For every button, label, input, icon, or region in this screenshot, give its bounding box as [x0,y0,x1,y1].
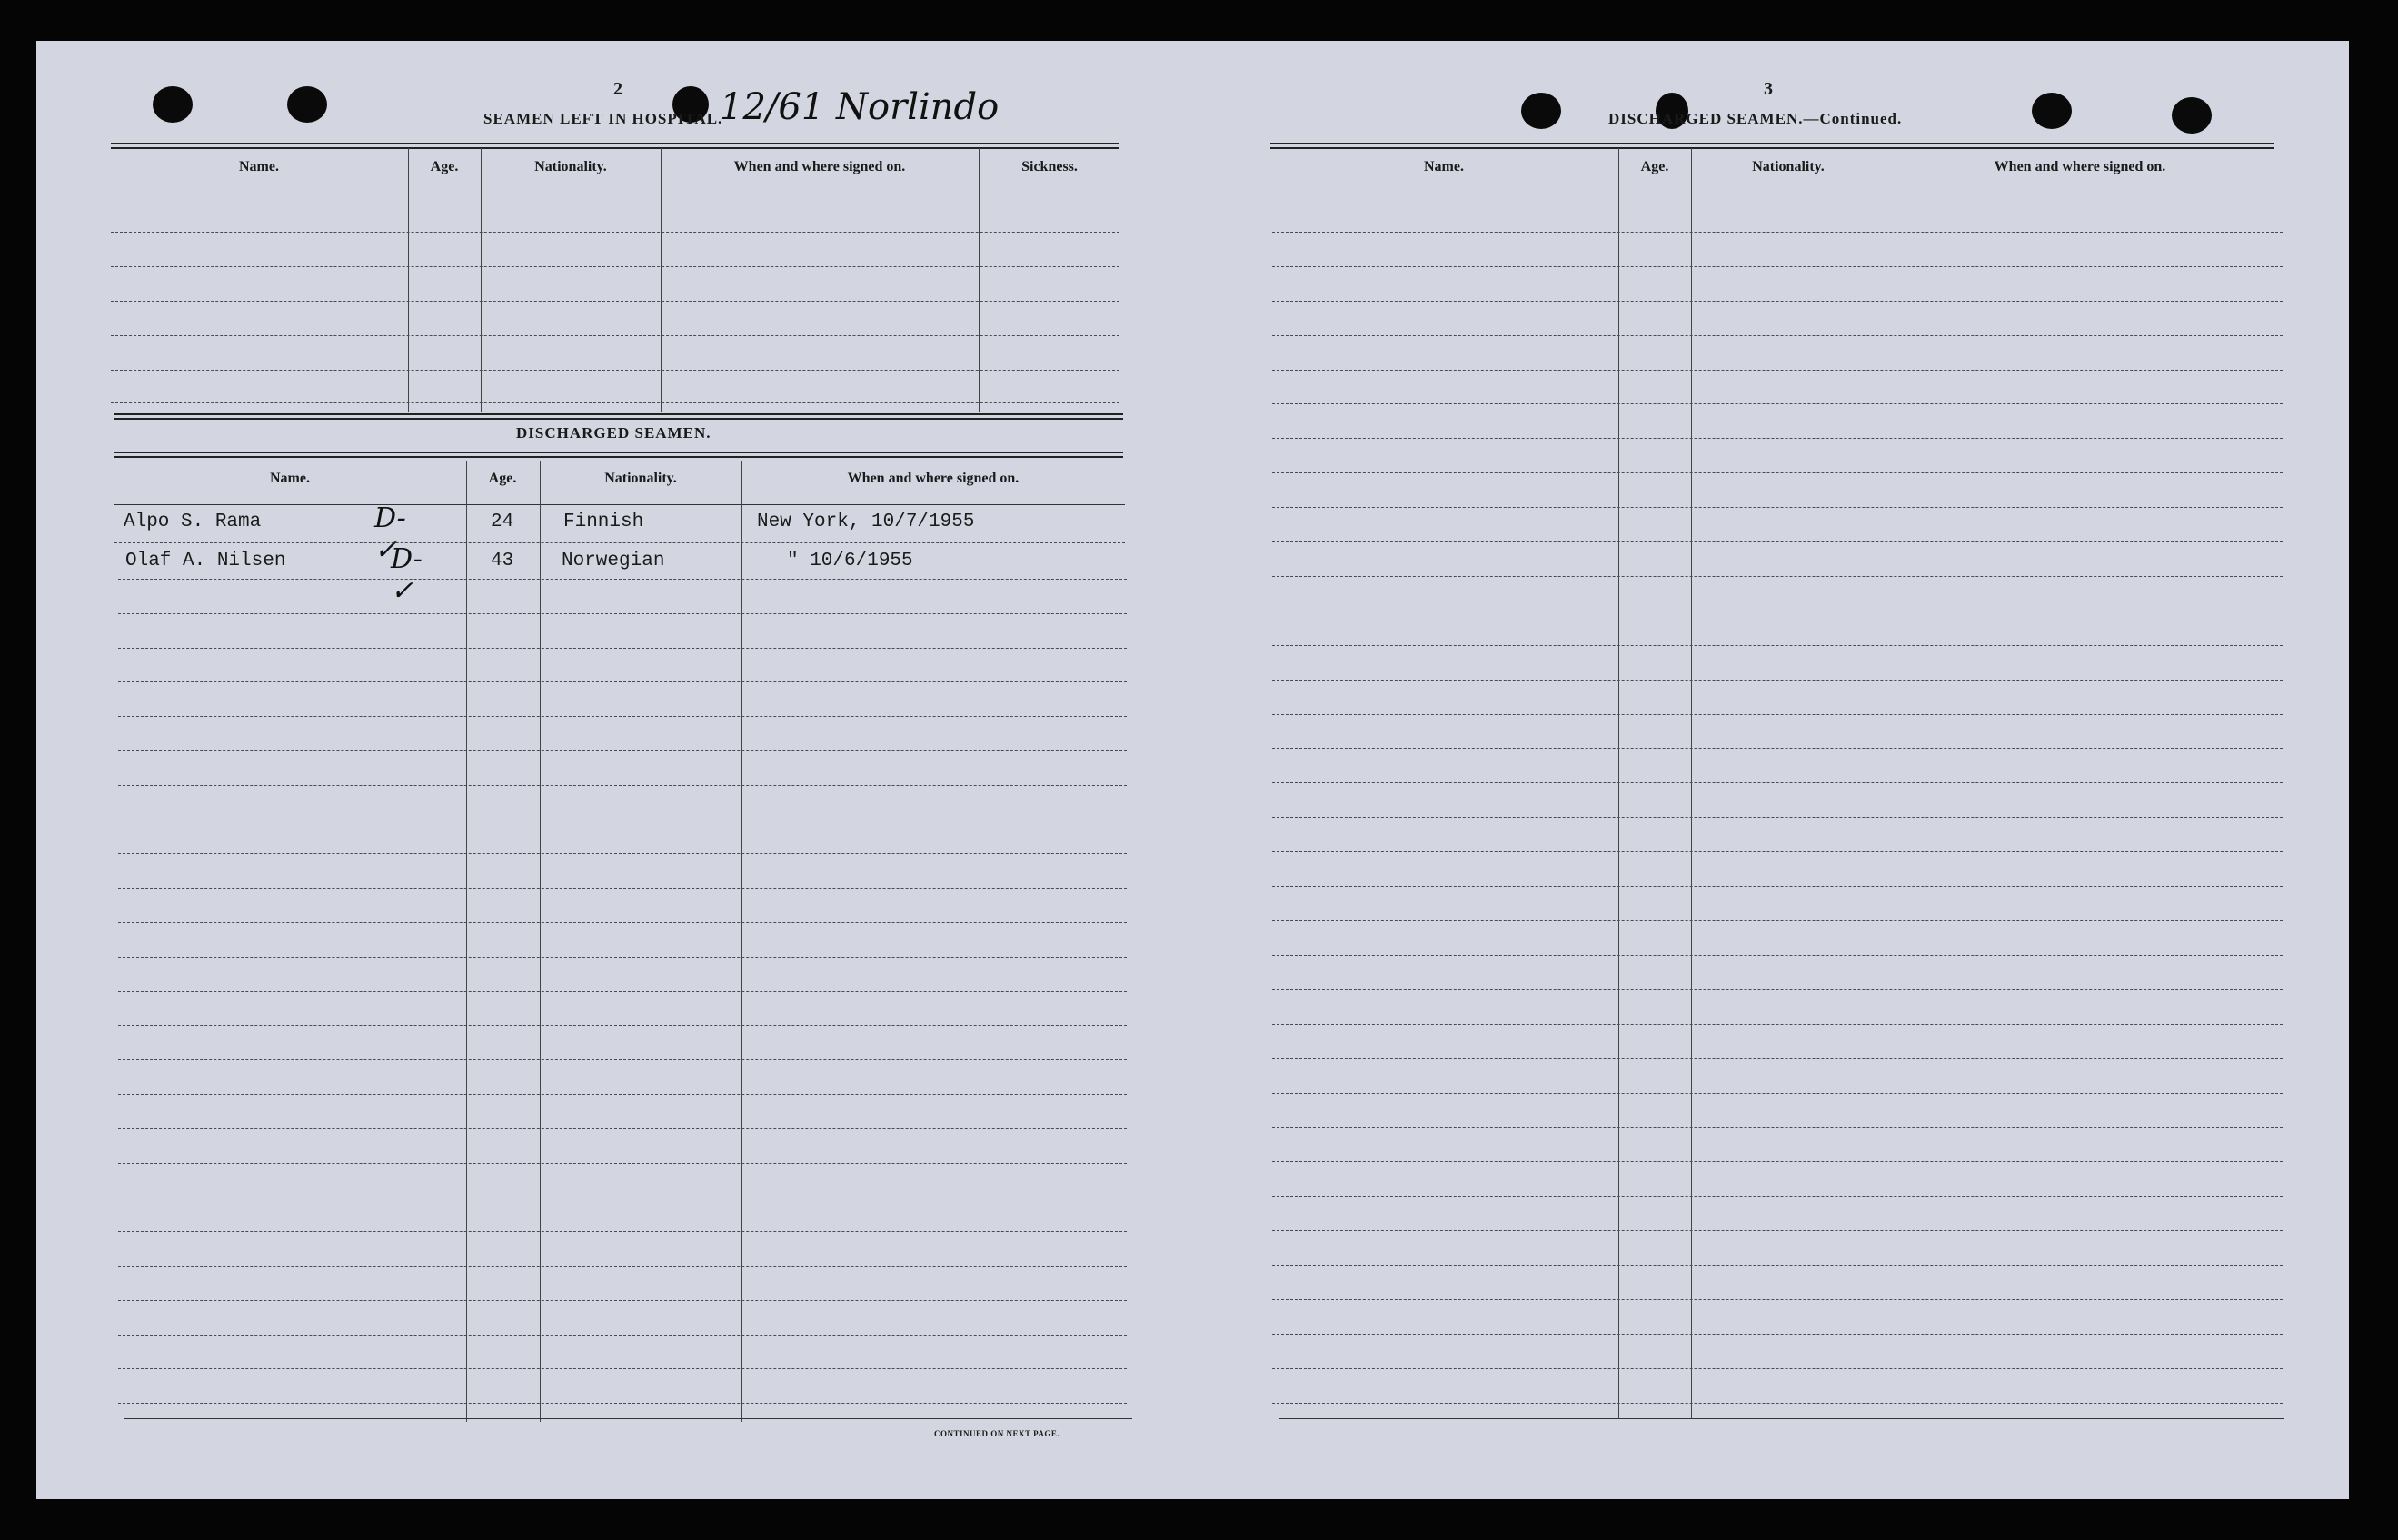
ruled-line [111,402,1119,403]
section-rule [114,413,1123,420]
discharged-heading: DISCHARGED SEAMEN. [516,424,711,442]
ruled-line [118,1300,1127,1301]
column-divider [979,148,980,412]
ruled-line [1272,714,2283,715]
column-divider [481,148,482,412]
ruled-line [1272,541,2283,542]
ruled-line [1272,370,2283,371]
ruled-line [118,1368,1127,1369]
ruled-line [118,922,1127,923]
ruled-line [111,301,1119,302]
column-header-sickness: Sickness. [1021,159,1078,174]
ruled-line [118,1025,1127,1026]
punch-hole [287,86,327,123]
seaman-nationality: Norwegian [562,551,665,571]
ruled-line [118,613,1127,614]
column-divider [661,148,662,412]
ruled-line [118,1335,1127,1336]
seaman-name: Alpo S. Rama [124,512,262,532]
seaman-signed-on: " 10/6/1955 [787,551,913,571]
ruled-line [118,1403,1127,1404]
bottom-rule [124,1418,1132,1419]
column-header-signed-on: When and where signed on. [1994,159,2166,174]
ruled-line [118,750,1127,751]
ruled-line [111,232,1119,233]
seaman-nationality: Finnish [563,512,644,532]
ruled-line [118,1266,1127,1267]
ruled-line [118,1094,1127,1095]
table-rule [111,143,1119,149]
ruled-line [1272,1127,2283,1128]
ruled-line [118,1059,1127,1060]
ruled-line [1272,438,2283,439]
table-rule [1270,143,2274,149]
bottom-rule [1279,1418,2284,1419]
ruled-line [1272,989,2283,990]
ruled-line [1272,576,2283,577]
ruled-line [1272,335,2283,336]
discharge-mark: D-✓ [374,502,406,566]
ruled-line [111,266,1119,267]
seaman-age: 43 [491,551,514,571]
column-header-age: Age. [1640,159,1669,174]
column-header-name: Name. [239,159,279,174]
column-header-nationality: Nationality. [1752,159,1825,174]
ruled-line [1272,472,2283,473]
ruled-line [1272,1299,2283,1300]
ruled-line [1272,1403,2283,1404]
ruled-line [1272,817,2283,818]
discharged-continued-heading: DISCHARGED SEAMEN.—Continued. [1608,110,1903,127]
column-divider [741,461,742,1422]
manifest-sheet [36,41,2349,1499]
ruled-line [1272,1093,2283,1094]
seaman-name: Olaf A. Nilsen [125,551,286,571]
ruled-line [1272,851,2283,852]
column-header-name: Name. [1424,159,1464,174]
column-header-nationality: Nationality. [604,471,677,486]
punch-hole [2172,97,2212,134]
hospital-heading: SEAMEN LEFT IN HOSPITAL. [483,110,723,127]
ruled-line [118,716,1127,717]
ruled-line [1272,955,2283,956]
ruled-line [118,785,1127,786]
ruled-line [1272,301,2283,302]
header-rule [114,504,1125,505]
ruled-line [118,579,1127,580]
handwritten-annotation: 12/61 Norlindo [720,86,1000,128]
seaman-age: 24 [491,512,514,532]
column-divider [1618,148,1619,1418]
column-header-name: Name. [270,471,310,486]
column-header-age: Age. [488,471,517,486]
punch-hole [153,86,193,123]
ruled-line [118,681,1127,682]
ruled-line [1272,886,2283,887]
column-divider [408,148,409,412]
ruled-line [118,888,1127,889]
ruled-line [118,1163,1127,1164]
ruled-line [1272,748,2283,749]
column-divider [1691,148,1692,1418]
ruled-line [114,542,1125,543]
punch-hole [1521,93,1561,129]
column-header-signed-on: When and where signed on. [847,471,1020,486]
page-number: 3 [1764,79,1773,99]
continued-footer: CONTINUED ON NEXT PAGE. [934,1429,1060,1438]
ruled-line [1272,507,2283,508]
ruled-line [1272,232,2283,233]
ruled-line [1272,1230,2283,1231]
punch-hole [2032,93,2072,129]
ruled-line [1272,645,2283,646]
ruled-line [1272,1161,2283,1162]
ruled-line [1272,1265,2283,1266]
column-divider [466,461,467,1422]
ruled-line [111,335,1119,336]
page-number: 2 [613,79,622,99]
ruled-line [1272,1196,2283,1197]
column-header-age: Age. [430,159,459,174]
section-rule [114,452,1123,458]
ruled-line [118,1231,1127,1232]
ruled-line [1272,403,2283,404]
ruled-line [118,853,1127,854]
ruled-line [1272,1024,2283,1025]
ruled-line [1272,266,2283,267]
ruled-line [118,957,1127,958]
ruled-line [1272,1368,2283,1369]
ruled-line [1272,1334,2283,1335]
column-header-nationality: Nationality. [534,159,607,174]
ruled-line [1272,782,2283,783]
ruled-line [1272,680,2283,681]
seaman-signed-on: New York, 10/7/1955 [757,512,975,532]
ruled-line [111,370,1119,371]
ruled-line [1272,1058,2283,1059]
column-divider [540,461,541,1422]
ruled-line [118,1128,1127,1129]
ruled-line [1272,920,2283,921]
column-header-signed-on: When and where signed on. [733,159,906,174]
discharge-mark: D-✓ [391,543,423,607]
ruled-line [118,648,1127,649]
ruled-line [118,991,1127,992]
